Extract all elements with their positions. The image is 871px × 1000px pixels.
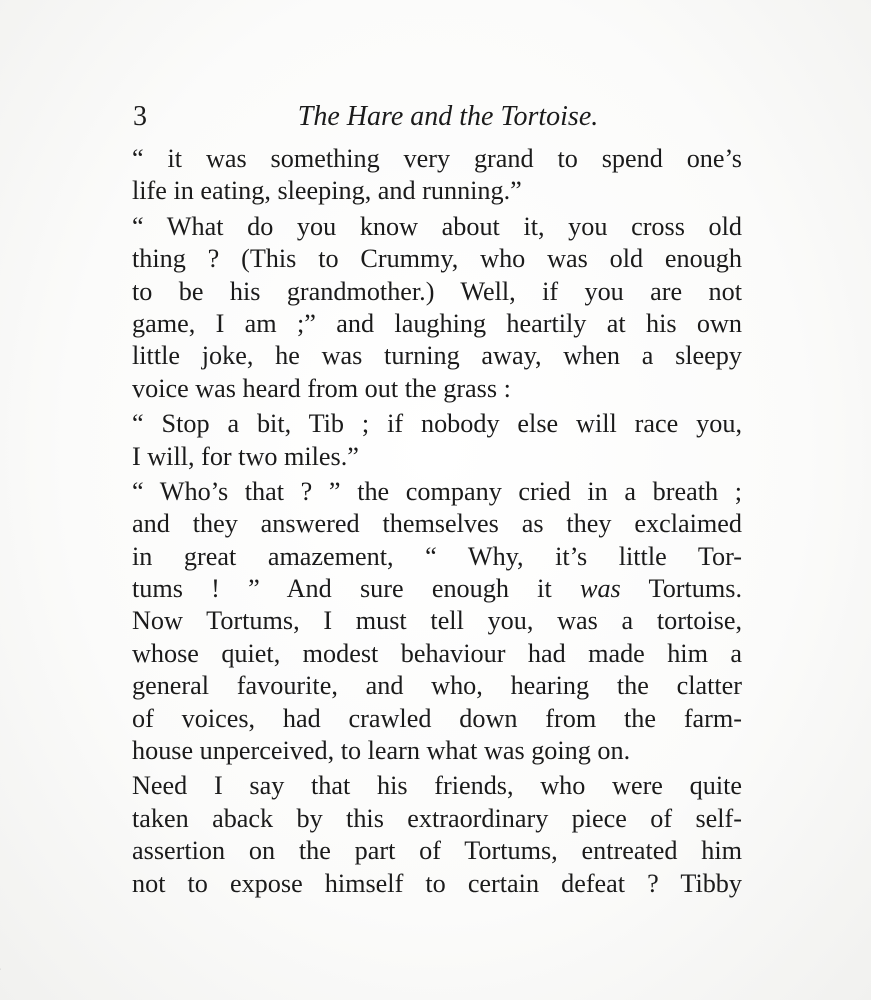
text-line: I will, for two miles.” <box>132 441 359 471</box>
text-line: voice was heard from out the grass : <box>132 373 511 403</box>
text-line: to be his grandmother.) Well, if you are not <box>132 276 742 306</box>
page-edge-mark <box>0 906 1 970</box>
text-line: “ it was something very grand to spend one’s <box>132 144 742 173</box>
text-line: and they answered themselves as they exclaimed <box>132 509 742 539</box>
text-line: of voices, had crawled down from the farm- <box>132 703 742 733</box>
running-header <box>133 97 743 137</box>
text-line: not to expose himself to certain defeat ? Tibby <box>132 868 742 898</box>
text-line: life in eating, sleeping, and running.” <box>132 176 522 206</box>
text-line: whose quiet, modest behaviour had made him a <box>132 638 742 668</box>
text-line: “ Stop a bit, Tib ; if nobody else will race you, <box>132 409 742 439</box>
text-segment: tums ! ” And sure enough it <box>132 574 552 604</box>
text-line: in great amazement, “ Why, it’s little Tor- <box>132 541 742 571</box>
running-title: The Hare and the Tortoise. <box>297 101 599 132</box>
text-line: assertion on the part of Tortums, entreated him <box>132 836 742 866</box>
text-line: “ What do you know about it, you cross old <box>132 211 742 241</box>
text-line-with-italic <box>132 573 742 605</box>
page-number: 3 <box>133 101 147 132</box>
text-line: “ Who’s that ? ” the company cried in a breath ; <box>132 476 742 506</box>
italic-word: was <box>580 574 621 604</box>
text-line: thing ? (This to Crummy, who was old enough <box>132 244 742 274</box>
text-line: house unperceived, to learn what was going on. <box>132 736 631 766</box>
text-line: Need I say that his friends, who were quite <box>132 771 742 801</box>
text-segment: Tortums. <box>648 574 743 604</box>
text-line: general favourite, and who, hearing the clatter <box>132 671 742 701</box>
text-line: taken aback by this extraordinary piece of self- <box>132 803 742 833</box>
text-line: game, I am ;” and laughing heartily at his own <box>132 308 742 338</box>
body-text <box>132 143 742 900</box>
text-line: little joke, he was turning away, when a sleepy <box>132 341 742 371</box>
text-line: Now Tortums, I must tell you, was a tortoise, <box>132 606 742 636</box>
